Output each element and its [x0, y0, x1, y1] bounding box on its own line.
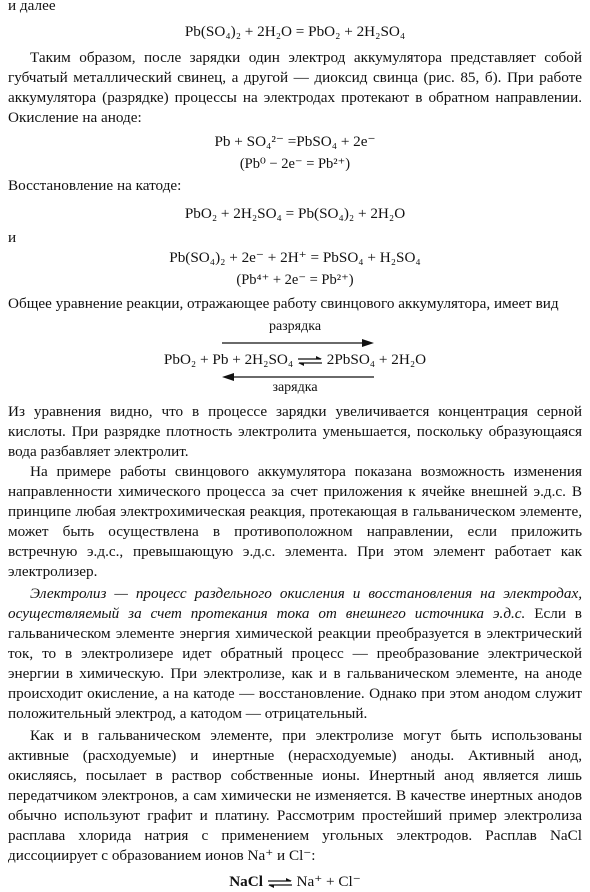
equation: (Pb⁰ − 2e⁻ = Pb²⁺): [239, 156, 351, 172]
equation: (Pb⁴⁺ + 2e⁻ = Pb²⁺): [236, 272, 354, 288]
equation: PbO₂ + 2H₂SO₄ = Pb(SO₄)₂ + 2H₂O: [184, 205, 406, 222]
right-arrow-icon: [222, 339, 374, 347]
electrolysis-definition: Электролиз — процесс раздельного окисления и восстановления на электродах, осуществляемый за счет протекания тока от внешнего источника э.д.с.: [8, 585, 582, 622]
paragraph-continuation: Если в гальваническом элементе энергия химической реакции преобразуется в электрический ток, то в электролизере идет обратный процесс — преобразование электрической энергии в химическую. При электролизе, как и в гальваническом элементе, на аноде происходит окисление, а на катоде — восстановление. Однако при этом анодом служит положительный электрод, а катодом — отрицательный.: [8, 605, 582, 722]
text-line: Восстановление на катоде:: [8, 177, 182, 194]
paragraph: Из уравнения видно, что в процессе зарядки увеличивается концентрация серной кислоты. При разрядке плотность электролита уменьшается, поскольку образующаяся вода разбавляет электролит.: [8, 403, 582, 460]
paragraph: Общее уравнение реакции, отражающее работу свинцового аккумулятора, имеет вид: [8, 295, 559, 312]
equation: [8, 872, 582, 892]
equilibrium-arrows-icon: [267, 878, 293, 888]
paragraph: [8, 584, 582, 724]
equation-right: Na⁺ + Cl⁻: [296, 873, 361, 890]
reaction-right-side: 2PbSO₄ + 2H₂O: [326, 351, 427, 368]
paragraph: На примере работы свинцового аккумулятора показана возможность изменения направленности химического процесса за счет приложения к ячейке внешней э.д.с. В принципе любая электрохимическая реакция, протекающая в гальваническом элементе, может быть осуществлена в противоположном направлении, если приложить встречную э.д.с., превышающую э.д.с. элемента. При этом элемент работает как электролизер.: [8, 463, 582, 580]
equation: Pb(SO₄)₂ + 2e⁻ + 2H⁺ = PbSO₄ + H₂SO₄: [169, 249, 421, 266]
reaction-equation: [8, 350, 582, 370]
equation-left: NaCl: [229, 873, 263, 890]
paragraph: Таким образом, после зарядки один электрод аккумулятора представляет собой губчатый металлический свинец, а другой — диоксид свинца (рис. 85, б). При работе аккумулятора (разрядке) процессы на электродах протекают в обратном направлении. Окисление на аноде:: [8, 49, 582, 126]
equation: Pb(SO₄)₂ + 2H₂O = PbO₂ + 2H₂SO₄: [184, 23, 406, 40]
paragraph: Как и в гальваническом элементе, при электролизе могут быть использованы активные (расходуемые) и инертные (нерасходуемые) аноды. Активный анод, окисляясь, посылает в раствор собственные ионы. Инертный анод является лишь передатчиком электронов, а сам химически не изменяется. В качестве инертных анодов обычно используют графит и платину. Рассмотрим простейший пример электролиза расплава хлорида натрия с применением угольных электродов. Расплав NaCl диссоциирует с образованием ионов Na⁺ и Cl⁻:: [8, 727, 582, 864]
text-line: и далее: [8, 0, 56, 14]
text-line: и: [8, 229, 17, 246]
charge-label: зарядка: [272, 380, 318, 395]
reaction-left-side: PbO₂ + Pb + 2H₂SO₄: [163, 351, 294, 368]
discharge-label: разрядка: [268, 319, 322, 334]
reversible-reaction: [8, 314, 582, 400]
equation: Pb + SO₄²⁻ =PbSO₄ + 2e⁻: [214, 133, 376, 150]
equilibrium-arrows-icon: [297, 356, 323, 366]
